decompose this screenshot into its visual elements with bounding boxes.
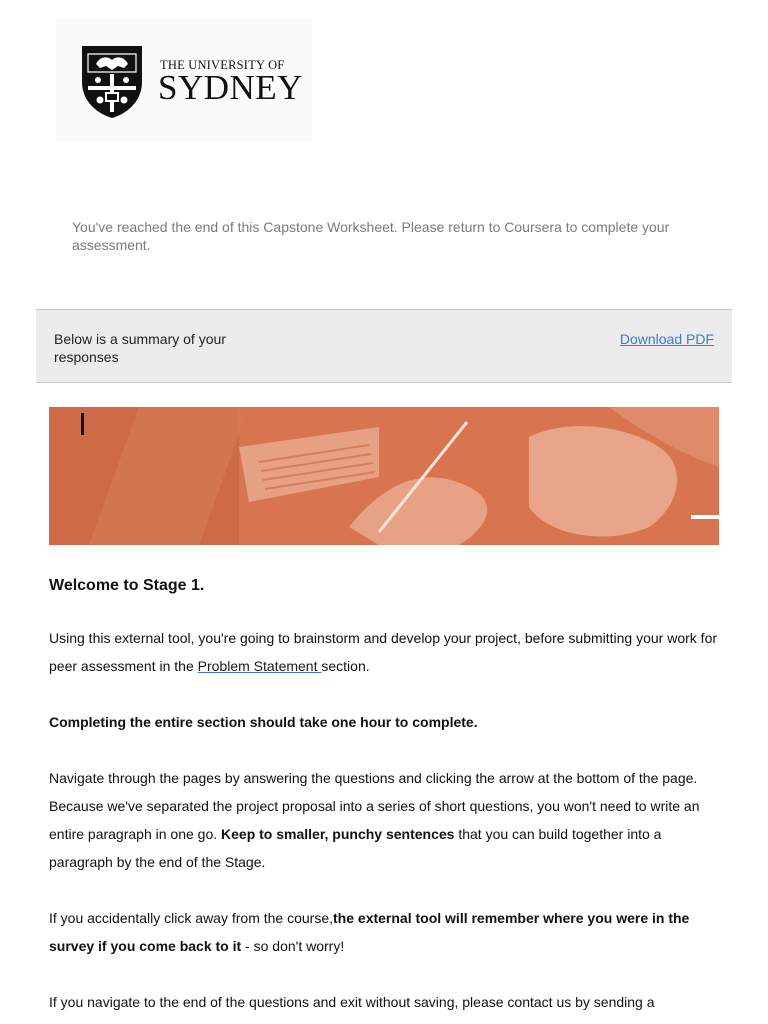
remember-text-end: - so don't worry! (241, 938, 345, 954)
banner-illustration (49, 407, 719, 545)
remember-text: If you accidentally click away from the course, (49, 910, 334, 926)
navigation-text: Navigate through the pages by answering the questions and clicking the arrow at the bottom of the page. Because we've separated the project proposal into a series of short questions, you won't need to write an entire paragraph in one go. (49, 770, 700, 842)
university-logo (56, 18, 312, 142)
navigation-text-end: that you can build together into a paragraph by the end of the Stage. (49, 826, 662, 870)
remember-paragraph (49, 904, 724, 960)
navigation-paragraph (49, 764, 724, 876)
summary-bar (36, 309, 732, 383)
end-message: You've reached the end of this Capstone Worksheet. Please return to Coursera to complete your assessment. (72, 219, 670, 253)
university-crest-icon (78, 42, 146, 120)
summary-text: Below is a summary of your responses (54, 331, 226, 365)
logo-text-line2: SYDNEY (158, 68, 303, 107)
section-heading: Welcome to Stage 1. (49, 577, 205, 594)
download-pdf-link[interactable]: Download PDF (619, 331, 714, 347)
navigation-bold-text: Keep to smaller, punchy sentences (221, 826, 455, 842)
intro-text-end: section. (321, 658, 370, 674)
logo-text-line1: THE UNIVERSITY OF (160, 58, 285, 72)
duration-paragraph: Completing the entire section should take one hour to complete. (49, 714, 478, 730)
exit-paragraph: If you navigate to the end of the questions and exit without saving, please contact us by sending a (49, 994, 655, 1010)
content-section (49, 574, 724, 1024)
intro-paragraph (49, 624, 724, 680)
banner-image (49, 407, 719, 545)
remember-bold-text: the external tool will remember where you were in the survey if you come back to it (49, 910, 690, 954)
problem-statement-link[interactable]: Problem Statement (197, 658, 322, 674)
intro-text: Using this external tool, you're going to brainstorm and develop your project, before submitting your work for peer assessment in the (49, 630, 718, 674)
